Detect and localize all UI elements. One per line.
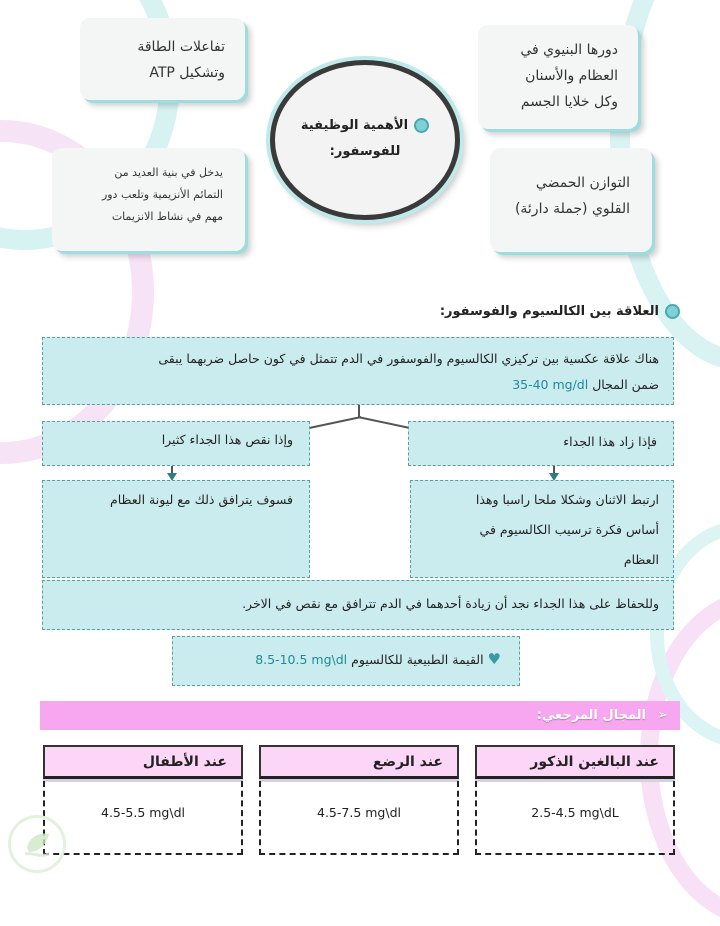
connector-left-diagonal (306, 416, 361, 429)
chevron-left-icon: ➢ (657, 708, 668, 723)
left-condition-text: وإذا نقص هذا الجداء كثيرا (161, 432, 293, 447)
reference-header-children-text: عند الأطفال (142, 754, 227, 770)
reference-header-adults-text: عند البالغين الذكور (530, 754, 659, 770)
reference-title-bar (40, 701, 680, 730)
reference-value-adults: 2.5-4.5 mg\dL (531, 805, 619, 820)
card-structure-line-2: العظام والأسنان (525, 68, 618, 84)
right-result-line-2: أساس فكرة ترسيب الكالسيوم في (479, 522, 659, 537)
right-result-box (410, 480, 674, 578)
left-result-text: فسوف يترافق ذلك مع ليونة العظام (109, 492, 293, 507)
reference-header-infants-text: عند الرضع (372, 754, 443, 770)
reference-value-children: 4.5-5.5 mg\dl (101, 805, 185, 820)
card-acidbase-line-1: التوازن الحمضي (535, 175, 630, 191)
card-energy-line-1: تفاعلات الطاقة (137, 39, 225, 55)
right-condition-text: فإذا زاد هذا الجداء (563, 434, 657, 449)
card-energy-line-2: وتشكيل ATP (149, 65, 225, 81)
card-structure (478, 25, 638, 129)
card-enzymes-line-1: يدخل في بنية العديد من (114, 166, 223, 179)
relation-heading (420, 304, 680, 319)
center-title-line-2: للفوسفور: (329, 144, 401, 159)
relation-main-range: 35-40 mg/dl (512, 377, 589, 392)
reference-header-children (43, 745, 243, 779)
heart-icon: ♥ (487, 650, 501, 668)
center-title-line-1: الأهمية الوظيفية (300, 118, 409, 133)
conclusion-box (42, 580, 674, 630)
right-result-line-3: العظام (623, 552, 659, 567)
connector-right-diagonal (358, 416, 413, 429)
left-condition-box (42, 421, 310, 466)
card-energy (80, 18, 245, 100)
normal-value-box (172, 636, 520, 686)
reference-header-infants (259, 745, 459, 779)
center-topic-circle (270, 60, 460, 220)
card-acidbase (490, 148, 652, 252)
leaf-logo-icon (11, 818, 63, 870)
reference-header-adults (475, 745, 675, 779)
reference-value-infants-cell (259, 781, 459, 855)
card-acidbase-line-2: القلوي (جملة دارئة) (514, 201, 630, 217)
bullet-dot-icon (665, 304, 680, 319)
bullet-dot-icon (414, 118, 429, 133)
reference-value-infants: 4.5-7.5 mg\dl (317, 805, 401, 820)
normal-value-label: القيمة الطبيعية للكالسيوم (351, 652, 484, 667)
right-condition-box (408, 421, 674, 466)
relation-heading-text: العلاقة بين الكالسيوم والفوسفور: (439, 304, 659, 319)
right-result-line-1: ارتبط الاثنان وشكلا ملحا راسبا وهذا (475, 492, 659, 507)
card-enzymes (52, 148, 245, 251)
reference-value-adults-cell (475, 781, 675, 855)
left-result-box (42, 480, 310, 578)
card-enzymes-line-2: التمائم الأنزيمية وتلعب دور (101, 188, 223, 201)
relation-main-line-1: هناك علاقة عكسية بين تركيزي الكالسيوم والفوسفور في الدم تتمثل في كون حاصل ضربهما يبقى (158, 351, 659, 366)
relation-main-prefix: ضمن المجال (592, 377, 659, 392)
relation-main-line-2 (57, 372, 659, 398)
card-structure-line-1: دورها البنيوي في (520, 42, 618, 58)
card-enzymes-line-3: مهم في نشاط الانزيمات (111, 210, 223, 223)
relation-main-box (42, 337, 674, 405)
normal-value-number: 8.5-10.5 mg\dl (255, 652, 348, 667)
card-structure-line-3: وكل خلايا الجسم (520, 94, 618, 110)
reference-title: المجال المرجعي: (536, 708, 646, 723)
watermark-logo (8, 815, 66, 873)
reference-value-children-cell (43, 781, 243, 855)
conclusion-text: وللحفاظ على هذا الجداء نجد أن زيادة أحدهما في الدم تترافق مع نقص في الاخر. (242, 596, 659, 611)
